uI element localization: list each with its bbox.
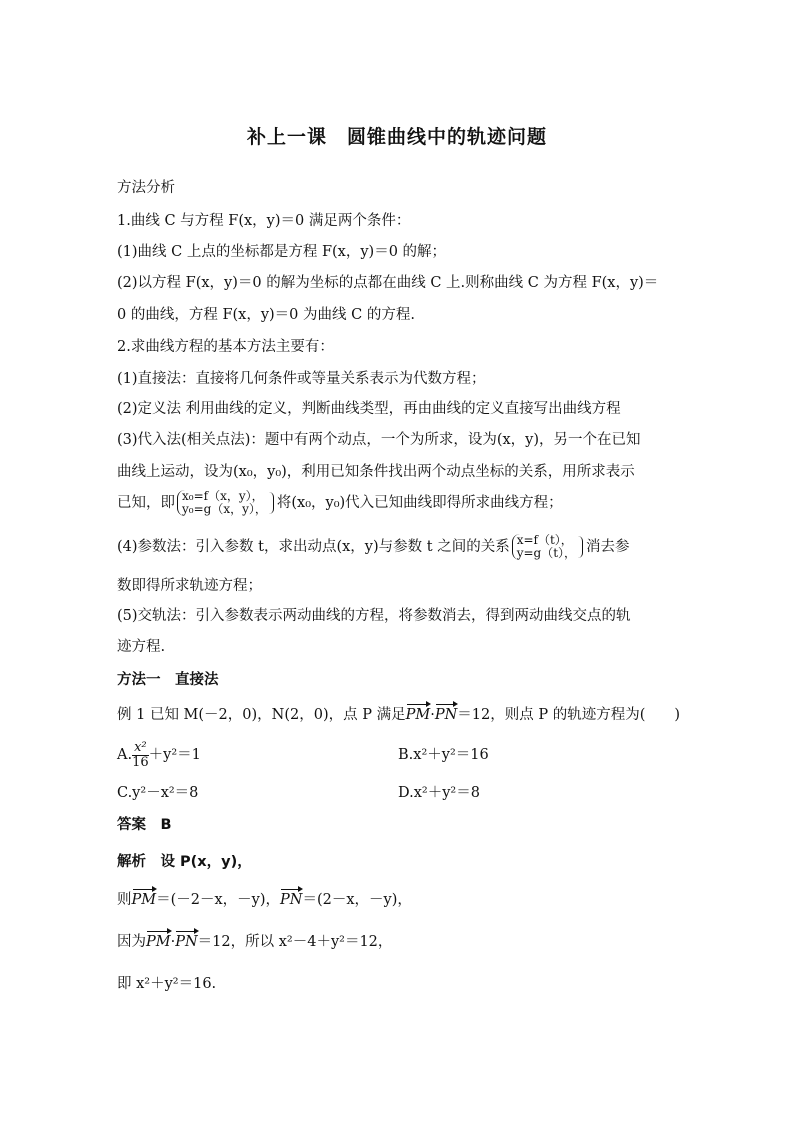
text-line: 曲线上运动，设为(x₀，y₀)，利用已知条件找出两个动点坐标的关系，用所求表示 [117, 464, 635, 480]
option-label: A. [117, 747, 133, 763]
option-b: B.x²＋y²＝16 [398, 747, 489, 763]
vector-pm: PM [146, 934, 171, 950]
fraction [132, 741, 149, 770]
text-fragment: ＝12，则点 P 的轨迹方程为( ) [457, 707, 681, 723]
solution-line [117, 890, 412, 910]
text-line-system [117, 488, 563, 518]
text-fragment: 则 [117, 892, 132, 908]
text-line: (1)曲线 C 上点的坐标都是方程 F(x，y)＝0 的解； [117, 244, 447, 260]
text-line: 迹方程. [117, 639, 166, 655]
solution-line [117, 852, 252, 872]
brace-right [578, 536, 583, 558]
answer: 答案 B [117, 817, 172, 833]
text-line: (1)直接法：直接将几何条件或等量关系表示为代数方程； [117, 371, 486, 387]
method-heading: 方法一 直接法 [117, 672, 219, 688]
vector-pm: PM [131, 892, 157, 908]
option-a [117, 735, 201, 775]
vector-pm: PM [405, 707, 431, 723]
text-line: (2)定义法 利用曲线的定义，判断曲线类型，再由曲线的定义直接写出曲线方程 [117, 401, 621, 417]
fraction-denominator: 16 [132, 754, 149, 770]
option-text: ＋y²＝1 [148, 747, 201, 763]
dot-operator: · [170, 934, 176, 950]
text-fragment: ＝(－2－x，－y)， [156, 892, 281, 908]
equation-system [512, 534, 576, 560]
text-line: 2.求曲线方程的基本方法主要有： [117, 339, 334, 355]
text-fragment: 已知，即 [117, 495, 175, 511]
example-question [117, 705, 680, 725]
text-fragment: 例 1 已知 M(－2，0)，N(2，0)，点 P 满足 [117, 707, 406, 723]
text-line: (3)代入法(相关点法)：题中有两个动点，一个为所求，设为(x，y)，另一个在已知 [117, 432, 641, 448]
text-fragment: 将(x₀，y₀)代入已知曲线即得所求曲线方程； [276, 495, 563, 511]
system-row: y₀=g（x，y）， [182, 502, 267, 516]
fraction-numerator: x² [134, 739, 147, 755]
text-line: 0 的曲线，方程 F(x，y)＝0 为曲线 C 的方程. [117, 307, 415, 323]
text-fragment: 因为 [117, 934, 146, 950]
solution-line [117, 932, 392, 952]
text-line: (2)以方程 F(x，y)＝0 的解为坐标的点都在曲线 C 上.则称曲线 C 为方程 F(x，y)＝ [117, 275, 659, 291]
equation-system [177, 490, 267, 516]
text-line-system [117, 532, 630, 562]
system-row: x=f（t）， [516, 533, 573, 547]
text-line: 1.曲线 C 与方程 F(x，y)＝0 满足两个条件： [117, 213, 411, 229]
vector-pn: PN [434, 707, 458, 723]
text-fragment: 消去参 [586, 539, 630, 555]
option-d: D.x²＋y²＝8 [398, 785, 480, 801]
system-row: y=g（t）， [516, 546, 577, 560]
text-fragment: ＝(2－x，－y)， [302, 892, 412, 908]
system-row: x₀=f（x，y）， [182, 489, 264, 503]
text-line: 数即得所求轨迹方程； [117, 578, 262, 594]
text-fragment: ＝12，所以 x²－4＋y²＝12， [197, 934, 393, 950]
brace-right [269, 492, 274, 514]
dot-operator: · [430, 707, 435, 723]
vector-pn: PN [280, 892, 303, 908]
vector-pn: PN [175, 934, 198, 950]
option-c: C.y²－x²＝8 [117, 785, 199, 801]
text-line: (5)交轨法：引入参数表示两动曲线的方程，将参数消去，得到两动曲线交点的轨 [117, 608, 631, 624]
section-heading: 方法分析 [117, 180, 175, 196]
solution-text: 解析 设 P(x，y)， [117, 854, 252, 870]
page-title: 补上一课 圆锥曲线中的轨迹问题 [246, 126, 547, 148]
text-fragment: (4)参数法：引入参数 t，求出动点(x，y)与参数 t 之间的关系 [117, 539, 510, 555]
solution-line: 即 x²＋y²＝16. [117, 976, 217, 992]
